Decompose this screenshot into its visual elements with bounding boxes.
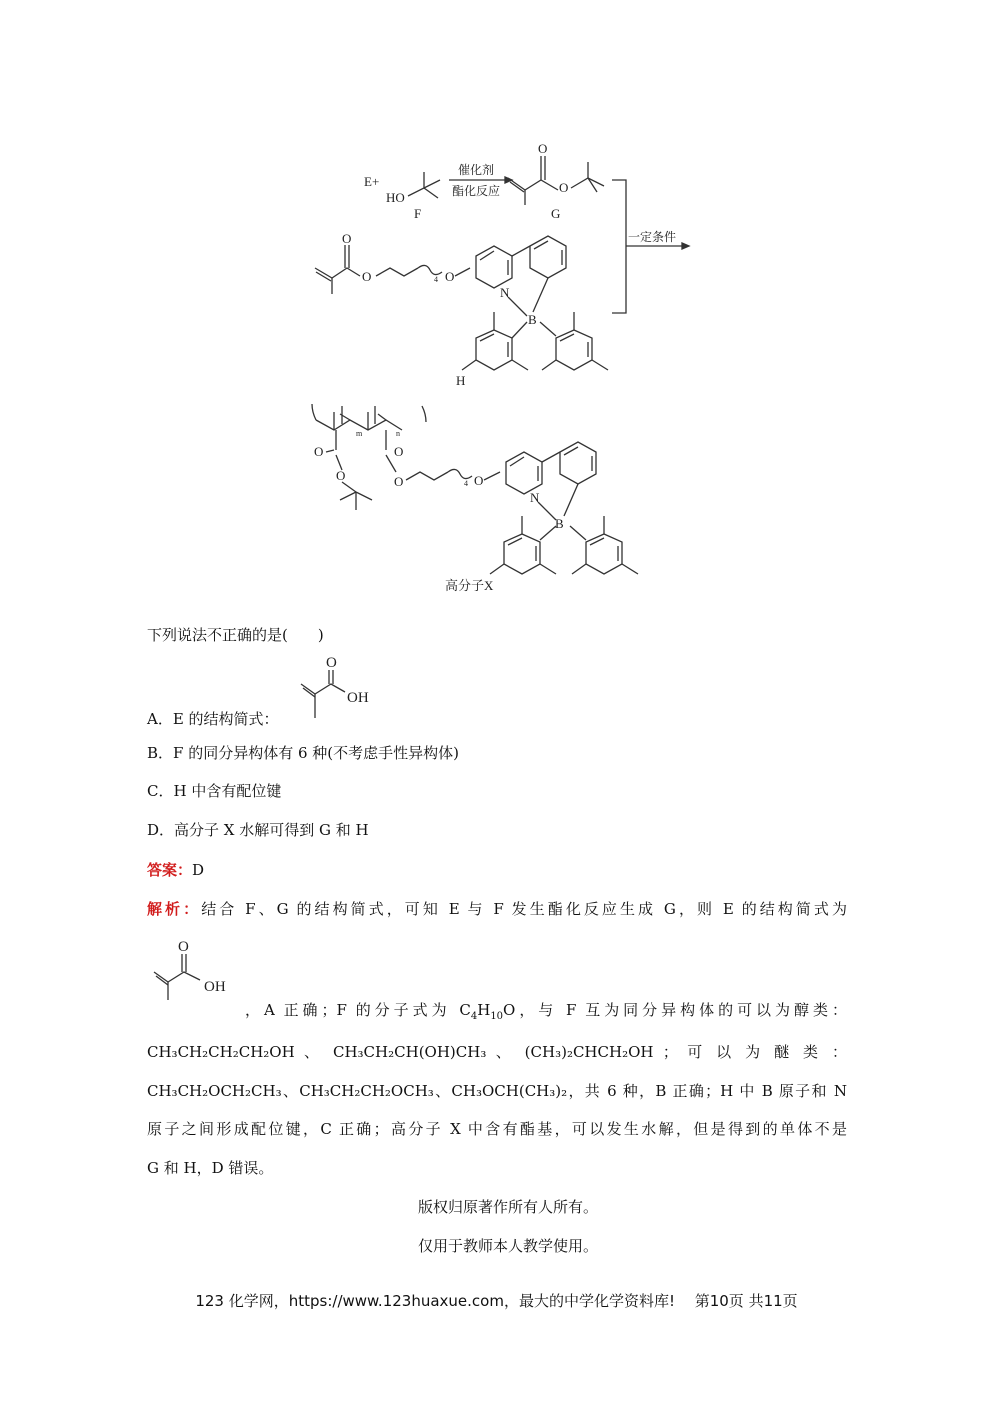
explanation-sub-2: 10 bbox=[490, 1011, 504, 1022]
option-a-o: O bbox=[326, 655, 337, 671]
label-ho: HO bbox=[386, 190, 405, 205]
explanation-line-1 bbox=[147, 898, 847, 919]
explanation-text-2b: H bbox=[477, 1001, 491, 1019]
option-d: D．高分子 X 水解可得到 G 和 H bbox=[147, 821, 369, 839]
explanation-struct-oh: OH bbox=[204, 979, 226, 995]
explanation-line-2 bbox=[245, 999, 847, 1022]
label-f: F bbox=[414, 206, 422, 221]
label-x-o-4: O bbox=[394, 474, 404, 489]
label-h-sub4: 4 bbox=[434, 275, 438, 284]
label-e-plus: E+ bbox=[364, 174, 380, 189]
label-x-sub4: 4 bbox=[464, 479, 468, 488]
option-b: B．F 的同分异构体有 6 种(不考虑手性异构体) bbox=[147, 744, 459, 762]
label-h: H bbox=[456, 373, 466, 388]
explanation-line-5: 原子之间形成配位键，C 正确；高分子 X 中含有酯基，可以发生水解，但是得到的单体不是 bbox=[147, 1120, 847, 1138]
label-g: G bbox=[551, 206, 561, 221]
label-x-b: B bbox=[555, 516, 564, 531]
polymer-backbone bbox=[312, 404, 426, 430]
explanation-structure bbox=[146, 934, 246, 1004]
bracket bbox=[612, 180, 626, 313]
explanation-line-6: G 和 H，D 错误。 bbox=[147, 1159, 274, 1177]
explanation-sub-1: 4 bbox=[470, 1011, 478, 1022]
explanation-text-2c: O，与 F 互为同分异构体的可以为醇类： bbox=[503, 1001, 847, 1019]
label-h-o-ether: O bbox=[445, 269, 455, 284]
arrow2-text: 一定条件 bbox=[628, 230, 677, 244]
explanation-struct-o: O bbox=[178, 939, 189, 955]
answer-line bbox=[147, 859, 204, 880]
option-a: A．E 的结构简式： bbox=[147, 710, 279, 728]
reaction-scheme bbox=[0, 0, 993, 600]
page-footer: 123 化学网，https://www.123huaxue.com，最大的中学化学资料库! 第10页 共11页 bbox=[195, 1292, 798, 1310]
label-x-o-2: O bbox=[336, 468, 346, 483]
answer-label: 答案： bbox=[147, 861, 193, 879]
copyright-line-1: 版权归原著作所有人所有。 bbox=[417, 1198, 598, 1216]
label-x-o-1: O bbox=[314, 444, 324, 459]
label-h-b: B bbox=[528, 312, 537, 327]
label-x-sub-m: m bbox=[356, 429, 363, 438]
caption-x: 高分子X bbox=[445, 578, 494, 593]
arrow1-bottom-text: 酯化反应 bbox=[452, 184, 501, 198]
label-x-sub-n: n bbox=[396, 429, 400, 438]
label-h-n: N bbox=[500, 285, 510, 300]
explanation-line-3: CH₃CH₂CH₂CH₂OH 、 CH₃CH₂CH(OH)CH₃ 、 (CH₃)₂CHCH₂OH ； 可 以 为 醚 类 ： bbox=[147, 1043, 847, 1061]
explanation-line-4: CH₃CH₂OCH₂CH₃、CH₃CH₂CH₂OCH₃、CH₃OCH(CH₃)₂，共 6 种，B 正确；H 中 B 原子和 N bbox=[147, 1082, 847, 1100]
label-x-o-3: O bbox=[394, 444, 404, 459]
option-a-structure bbox=[295, 652, 385, 724]
explanation-label: 解析： bbox=[147, 900, 202, 918]
explanation-text-1: 结合 F、G 的结构简式，可知 E 与 F 发生酯化反应生成 G，则 E 的结构简式为 bbox=[201, 900, 847, 918]
label-h-o-top: O bbox=[342, 231, 352, 246]
question-stem: 下列说法不正确的是( ) bbox=[147, 626, 324, 644]
label-x-n: N bbox=[530, 490, 540, 505]
arrow1-top-text: 催化剂 bbox=[458, 163, 495, 177]
label-h-o-ester: O bbox=[362, 269, 372, 284]
option-c: C．H 中含有配位键 bbox=[147, 782, 282, 800]
option-a-oh: OH bbox=[347, 690, 369, 706]
label-g-o-top: O bbox=[538, 141, 548, 156]
copyright-line-2: 仅用于教师本人教学使用。 bbox=[417, 1237, 598, 1255]
answer-value: D bbox=[192, 861, 205, 879]
explanation-text-2a: ，A 正确；F 的分子式为 C bbox=[245, 1001, 471, 1019]
f-structure bbox=[408, 172, 424, 196]
label-x-o-ether: O bbox=[474, 473, 484, 488]
label-g-o-ester: O bbox=[559, 180, 569, 195]
h-structure bbox=[315, 268, 360, 278]
